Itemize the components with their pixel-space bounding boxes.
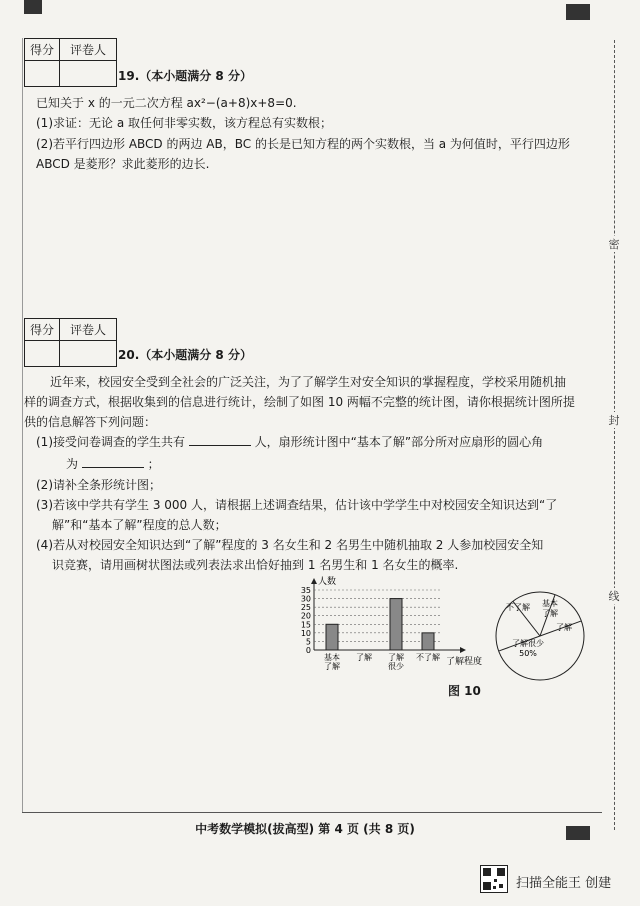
- q20-score-cell[interactable]: [25, 341, 60, 367]
- seal-char-bottom: 线: [604, 588, 624, 604]
- q19-score-cell[interactable]: [25, 61, 60, 87]
- q20-part1-text-b: 人，扇形统计图中“基本了解”部分所对应扇形的圆心角: [254, 435, 544, 449]
- pie-slice-label: 基本: [542, 599, 558, 608]
- x-axis-arrow: [460, 647, 466, 653]
- y-tick-label: 20: [300, 611, 311, 621]
- y-tick-label: 0: [305, 646, 311, 655]
- q19-stem: 已知关于 x 的一元二次方程 ax²−(a+8)x+8=0.: [36, 96, 297, 110]
- q20-part3-line2: 解”和“基本了解”程度的总人数；: [52, 518, 227, 532]
- corner-marker-top-right: [566, 4, 590, 20]
- seal-char-top: 密: [604, 236, 624, 252]
- q19-part2-line2: ABCD 是菱形？求此菱形的边长.: [36, 157, 210, 171]
- x-axis-label: 了解程度: [446, 657, 483, 667]
- q20-part1-text-d: ；: [147, 457, 160, 471]
- q20-intro-line2: 样的调查方式，根据收集到的信息进行统计，绘制了如图 10 两幅不完整的统计图，请你根据统计图所提: [24, 395, 575, 409]
- pie-slice-label: 了解: [542, 609, 558, 618]
- q20-part4-line1: (4)若从对校园安全知识达到“了解”程度的 3 名女生和 2 名男生中随机抽取 2 人参加校园安全知: [36, 538, 544, 552]
- bar: [326, 624, 338, 650]
- q19-score-box: [24, 38, 117, 87]
- q19-heading: 19.（本小题满分 8 分）: [118, 69, 252, 83]
- pie-slice-label: 50%: [519, 649, 537, 658]
- q20-score-label: 得分: [25, 319, 60, 341]
- qr-code-icon: [480, 865, 508, 893]
- q19-part1: (1)求证：无论 a 取任何非零实数，该方程总有实数根；: [36, 116, 332, 130]
- figure-caption: 图 10: [448, 684, 481, 698]
- q20-heading: 20.（本小题满分 8 分）: [118, 348, 252, 362]
- x-tick-label: 很少: [388, 662, 404, 671]
- q20-grader-label: 评卷人: [60, 319, 117, 341]
- y-tick-label: 5: [305, 637, 311, 647]
- q19-grader-cell[interactable]: [60, 61, 117, 87]
- y-tick-label: 10: [300, 628, 311, 638]
- bar-chart: [290, 574, 500, 680]
- q20-intro-line3: 供的信息解答下列问题：: [24, 415, 157, 429]
- x-tick-label: 基本: [324, 653, 340, 662]
- corner-marker-top-left: [24, 0, 42, 14]
- pie-chart: [494, 590, 588, 684]
- y-tick-label: 35: [300, 586, 311, 595]
- q20-part1-blank-angle[interactable]: [82, 455, 144, 468]
- x-tick-label: 不了解: [416, 653, 440, 662]
- scanner-watermark: 扫描全能王 创建: [516, 876, 612, 891]
- q20-part2: (2)请补全条形统计图；: [36, 478, 161, 492]
- q20-part1-text-a: (1)接受问卷调查的学生共有: [36, 435, 185, 449]
- pie-slice-label: 不了解: [506, 603, 530, 612]
- q19-grader-label: 评卷人: [60, 39, 117, 61]
- pie-slice-label: 了解: [556, 623, 572, 632]
- y-axis-label: 人数: [318, 577, 337, 587]
- bar: [390, 599, 402, 650]
- q20-part1-text-c: 为: [66, 457, 79, 471]
- q19-part2-line1: (2)若平行四边形 ABCD 的两边 AB，BC 的长是已知方程的两个实数根，当 a 为何值时，平行四边形: [36, 137, 570, 151]
- q20-part1-line1: [36, 433, 543, 452]
- q20-part1-line2: [66, 455, 160, 474]
- footer-rule: [22, 812, 602, 813]
- seal-line: [614, 40, 615, 830]
- y-tick-label: 30: [300, 594, 311, 604]
- q20-grader-cell[interactable]: [60, 341, 117, 367]
- q20-score-box: [24, 318, 117, 367]
- y-tick-label: 15: [300, 620, 311, 630]
- y-axis-arrow: [311, 578, 317, 584]
- x-tick-label: 了解: [388, 653, 404, 662]
- page-footer: 中考数学模拟(拔高型) 第 4 页 (共 8 页): [195, 822, 415, 836]
- q20-part3-line1: (3)若该中学共有学生 3 000 人，请根据上述调查结果，估计该中学学生中对校园安全知识达到“了: [36, 498, 558, 512]
- y-tick-label: 25: [300, 603, 311, 613]
- bar: [422, 633, 434, 650]
- q20-intro-line1: 近年来，校园安全受到全社会的广泛关注，为了了解学生对安全知识的掌握程度，学校采用随机抽: [50, 375, 567, 389]
- seal-char-middle: 封: [604, 412, 624, 428]
- x-tick-label: 了解: [356, 653, 372, 662]
- q19-score-label: 得分: [25, 39, 60, 61]
- page-border: [22, 38, 23, 812]
- q20-part1-blank-total[interactable]: [189, 433, 251, 446]
- x-tick-label: 了解: [324, 662, 340, 671]
- pie-slice-label: 了解很少: [512, 639, 544, 648]
- q20-part4-line2: 识竞赛，请用画树状图法或列表法求出恰好抽到 1 名男生和 1 名女生的概率.: [52, 558, 459, 572]
